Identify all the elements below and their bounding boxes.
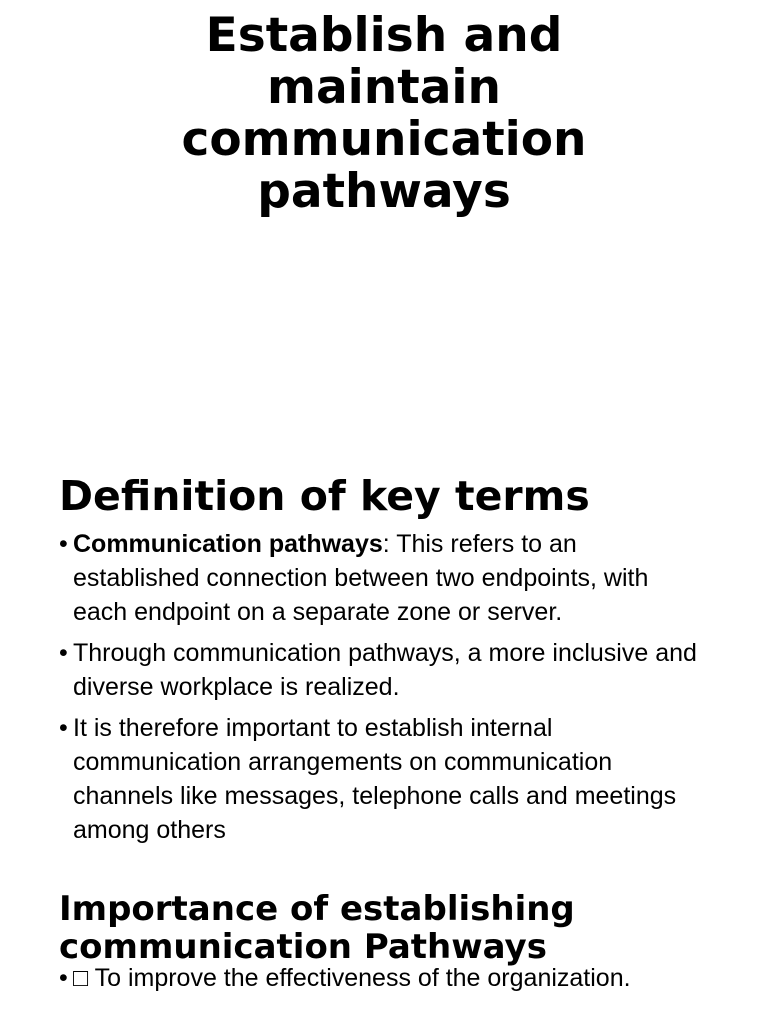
section-heading-importance: Importance of establishing communication Pathways xyxy=(59,889,575,967)
list-item-text: Through communication pathways, a more inclusive and diverse workplace is realized. xyxy=(73,639,697,701)
term-definition: : This refers to an established connection between two endpoints, with each endpoint on a separate zone or server. xyxy=(73,530,649,626)
term-label: Communication pathways xyxy=(73,530,383,558)
list-item-text: It is therefore important to establish internal communication arrangements on communication channels like messages, telephone calls and meetings among others xyxy=(73,714,677,844)
importance-list xyxy=(59,961,709,1002)
list-item xyxy=(59,527,709,629)
bullet-icon: • xyxy=(59,964,68,992)
list-item xyxy=(59,711,709,847)
section-heading-definitions: Definition of key terms xyxy=(59,472,590,520)
bullet-icon: • xyxy=(59,639,68,667)
definitions-list xyxy=(59,527,709,854)
list-item xyxy=(59,961,709,995)
bullet-icon: • xyxy=(59,530,68,558)
page-title: Establish and maintain communication pathways xyxy=(181,8,587,219)
list-item xyxy=(59,636,709,704)
bullet-icon: • xyxy=(59,714,68,742)
list-item-text: □ To improve the effectiveness of the organization. xyxy=(73,964,631,992)
